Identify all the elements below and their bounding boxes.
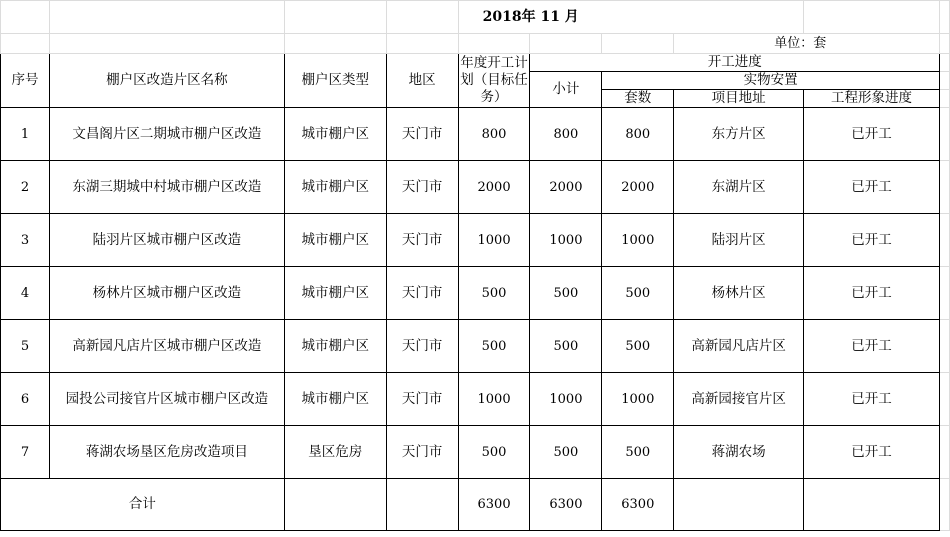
cell[interactable] — [939, 267, 949, 320]
row-type[interactable]: 垦区危房 — [284, 426, 386, 479]
row-plan[interactable]: 500 — [458, 426, 530, 479]
row-plan[interactable]: 500 — [458, 320, 530, 373]
row-seq[interactable]: 5 — [1, 320, 50, 373]
row-seq[interactable]: 6 — [1, 373, 50, 426]
row-name[interactable]: 蒋湖农场垦区危房改造项目 — [49, 426, 284, 479]
cell[interactable] — [674, 479, 804, 531]
cell[interactable] — [939, 1, 949, 34]
table-row — [1, 161, 950, 214]
header-address[interactable]: 项目地址 — [674, 90, 804, 108]
row-address[interactable]: 陆羽片区 — [674, 214, 804, 267]
row-seq[interactable]: 3 — [1, 214, 50, 267]
row-name[interactable]: 高新园凡店片区城市棚户区改造 — [49, 320, 284, 373]
cell[interactable] — [386, 479, 458, 531]
row-plan[interactable]: 1000 — [458, 214, 530, 267]
table-row — [1, 320, 950, 373]
row-name[interactable]: 文昌阁片区二期城市棚户区改造 — [49, 108, 284, 161]
cell[interactable] — [939, 479, 949, 531]
cell[interactable] — [284, 1, 386, 34]
row-sets[interactable]: 1000 — [602, 214, 674, 267]
row-status[interactable]: 已开工 — [804, 426, 940, 479]
cell[interactable] — [939, 90, 949, 108]
row-type[interactable]: 城市棚户区 — [284, 161, 386, 214]
row-address[interactable]: 高新园凡店片区 — [674, 320, 804, 373]
row-seq[interactable]: 2 — [1, 161, 50, 214]
cell[interactable] — [939, 34, 949, 54]
total-sets[interactable]: 6300 — [602, 479, 674, 531]
row-subtotal[interactable]: 1000 — [530, 373, 602, 426]
row-subtotal[interactable]: 800 — [530, 108, 602, 161]
cell[interactable] — [458, 34, 530, 54]
row-sets[interactable]: 800 — [602, 108, 674, 161]
table-row — [1, 108, 950, 161]
header-annual-plan[interactable]: 年度开工计划（目标任务） — [458, 54, 530, 108]
row-sets[interactable]: 500 — [602, 426, 674, 479]
row-sets[interactable]: 1000 — [602, 373, 674, 426]
row-type[interactable]: 城市棚户区 — [284, 267, 386, 320]
row-status[interactable]: 已开工 — [804, 108, 940, 161]
cell[interactable] — [939, 72, 949, 90]
row-subtotal[interactable]: 1000 — [530, 214, 602, 267]
row-subtotal[interactable]: 500 — [530, 320, 602, 373]
cell[interactable] — [939, 320, 949, 373]
row-status[interactable]: 已开工 — [804, 161, 940, 214]
row-type[interactable]: 城市棚户区 — [284, 320, 386, 373]
row-area[interactable]: 天门市 — [386, 214, 458, 267]
row-status[interactable]: 已开工 — [804, 373, 940, 426]
header-subtotal[interactable]: 小计 — [530, 72, 602, 108]
cell[interactable] — [386, 34, 458, 54]
cell[interactable] — [939, 373, 949, 426]
row-seq[interactable]: 4 — [1, 267, 50, 320]
header-physical[interactable]: 实物安置 — [602, 72, 940, 90]
row-subtotal[interactable]: 500 — [530, 267, 602, 320]
title-row — [1, 1, 950, 34]
cell[interactable] — [1, 34, 50, 54]
row-area[interactable]: 天门市 — [386, 426, 458, 479]
row-type[interactable]: 城市棚户区 — [284, 373, 386, 426]
row-area[interactable]: 天门市 — [386, 108, 458, 161]
row-subtotal[interactable]: 500 — [530, 426, 602, 479]
row-sets[interactable]: 500 — [602, 267, 674, 320]
unit-label[interactable]: 单位：套 — [674, 34, 940, 54]
row-area[interactable]: 天门市 — [386, 320, 458, 373]
cell[interactable] — [602, 34, 674, 54]
cell[interactable] — [939, 426, 949, 479]
header-image-progress[interactable]: 工程形象进度 — [804, 90, 940, 108]
row-address[interactable]: 杨林片区 — [674, 267, 804, 320]
cell[interactable] — [804, 479, 940, 531]
row-address[interactable]: 东湖片区 — [674, 161, 804, 214]
row-sets[interactable]: 2000 — [602, 161, 674, 214]
cell[interactable] — [284, 34, 386, 54]
total-row — [1, 479, 950, 531]
row-sets[interactable]: 500 — [602, 320, 674, 373]
row-name[interactable]: 陆羽片区城市棚户区改造 — [49, 214, 284, 267]
cell[interactable] — [1, 1, 50, 34]
header-area[interactable]: 地区 — [386, 54, 458, 108]
row-seq[interactable]: 1 — [1, 108, 50, 161]
table-row — [1, 426, 950, 479]
row-address[interactable]: 高新园接官片区 — [674, 373, 804, 426]
header-sets[interactable]: 套数 — [602, 90, 674, 108]
row-plan[interactable]: 800 — [458, 108, 530, 161]
cell[interactable] — [804, 1, 940, 34]
header-name[interactable]: 棚户区改造片区名称 — [49, 54, 284, 108]
cell[interactable] — [284, 479, 386, 531]
cell[interactable] — [386, 1, 458, 34]
table-row — [1, 373, 950, 426]
row-subtotal[interactable]: 2000 — [530, 161, 602, 214]
row-address[interactable]: 蒋湖农场 — [674, 426, 804, 479]
row-name[interactable]: 园投公司接官片区城市棚户区改造 — [49, 373, 284, 426]
header-type[interactable]: 棚户区类型 — [284, 54, 386, 108]
row-plan[interactable]: 1000 — [458, 373, 530, 426]
row-status[interactable]: 已开工 — [804, 320, 940, 373]
row-address[interactable]: 东方片区 — [674, 108, 804, 161]
total-label[interactable]: 合计 — [1, 479, 285, 531]
header-row-1 — [1, 54, 950, 72]
cell[interactable] — [939, 161, 949, 214]
row-area[interactable]: 天门市 — [386, 161, 458, 214]
row-plan[interactable]: 2000 — [458, 161, 530, 214]
row-type[interactable]: 城市棚户区 — [284, 108, 386, 161]
cell[interactable] — [939, 108, 949, 161]
total-subtotal[interactable]: 6300 — [530, 479, 602, 531]
unit-row — [1, 34, 950, 54]
header-seq[interactable]: 序号 — [1, 54, 50, 108]
row-name[interactable]: 东湖三期城中村城市棚户区改造 — [49, 161, 284, 214]
row-seq[interactable]: 7 — [1, 426, 50, 479]
table-row — [1, 267, 950, 320]
cell[interactable] — [49, 34, 284, 54]
row-status[interactable]: 已开工 — [804, 214, 940, 267]
cell[interactable] — [49, 1, 284, 34]
row-area[interactable]: 天门市 — [386, 267, 458, 320]
header-progress[interactable]: 开工进度 — [530, 54, 939, 72]
row-area[interactable]: 天门市 — [386, 373, 458, 426]
cell[interactable] — [939, 54, 949, 72]
total-plan[interactable]: 6300 — [458, 479, 530, 531]
row-name[interactable]: 杨林片区城市棚户区改造 — [49, 267, 284, 320]
row-status[interactable]: 已开工 — [804, 267, 940, 320]
report-title[interactable]: 2018年 11 月 — [458, 1, 804, 34]
row-plan[interactable]: 500 — [458, 267, 530, 320]
row-type[interactable]: 城市棚户区 — [284, 214, 386, 267]
cell[interactable] — [939, 214, 949, 267]
cell[interactable] — [530, 34, 602, 54]
table-row — [1, 214, 950, 267]
